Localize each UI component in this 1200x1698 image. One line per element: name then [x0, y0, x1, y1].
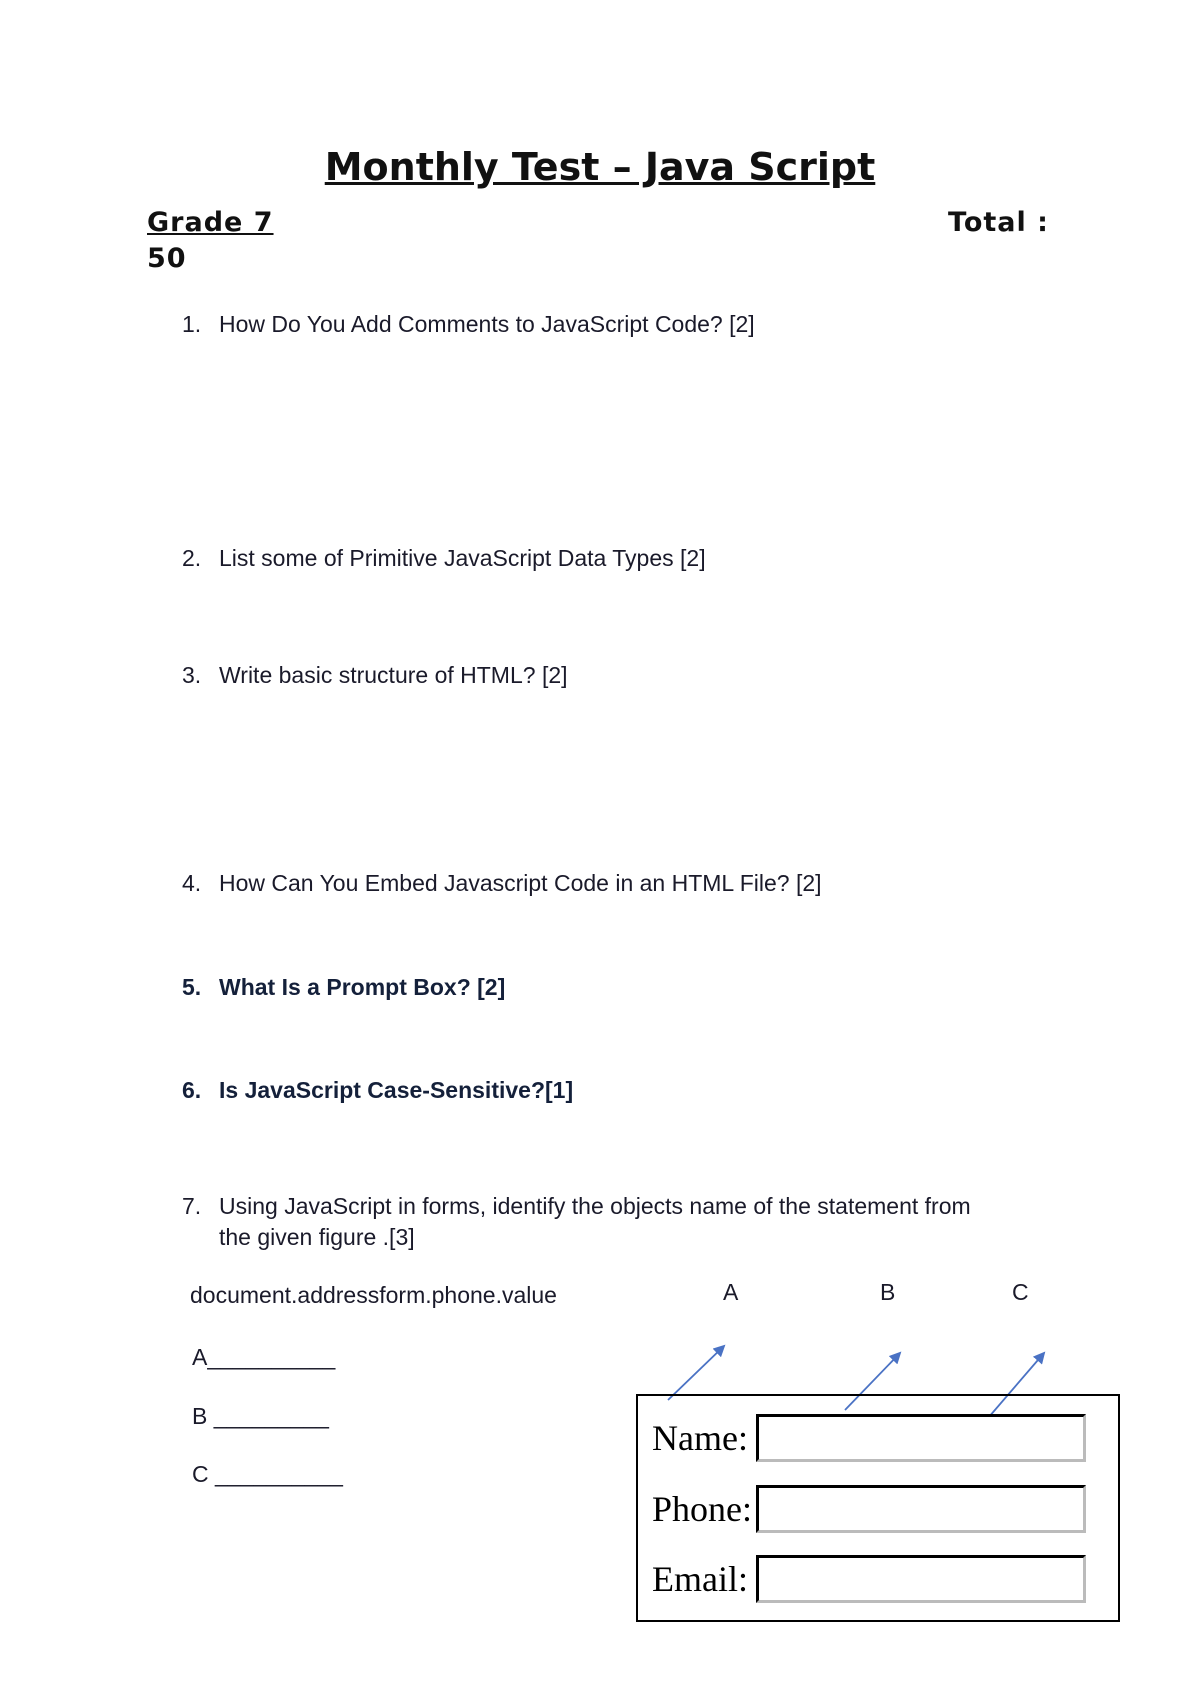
answer-line-b: B _________: [192, 1403, 329, 1429]
email-field: [756, 1555, 1086, 1603]
address-form-figure: [636, 1394, 1120, 1622]
question-text-continued: the given figure .[3]: [219, 1224, 415, 1250]
question-text: How Do You Add Comments to JavaScript Code? [2]: [219, 311, 755, 337]
question-number: 7.: [182, 1193, 202, 1219]
email-label: Email:: [652, 1559, 748, 1599]
total-value: 50: [147, 243, 187, 274]
statement-text: document.addressform.phone.value: [190, 1282, 557, 1308]
total-label: Total :: [948, 207, 1049, 238]
pointer-label-b: B: [880, 1279, 896, 1305]
pointer-label-c: C: [1012, 1279, 1029, 1305]
name-label: Name:: [652, 1418, 748, 1458]
question-text: Using JavaScript in forms, identify the objects name of the statement from: [219, 1193, 971, 1219]
page-title: Monthly Test – Java Script: [324, 145, 876, 189]
question-number: 2.: [182, 545, 202, 571]
question-number: 4.: [182, 870, 202, 896]
name-field: [756, 1414, 1086, 1462]
question-text: What Is a Prompt Box? [2]: [219, 974, 506, 1000]
phone-field: [756, 1485, 1086, 1533]
question-number: 1.: [182, 311, 202, 337]
grade-label: Grade 7: [147, 207, 274, 238]
question-text: List some of Primitive JavaScript Data Types [2]: [219, 545, 706, 571]
answer-line-c: C __________: [192, 1461, 343, 1487]
pointer-label-a: A: [723, 1279, 739, 1305]
question-number: 6.: [182, 1077, 202, 1103]
question-text: Write basic structure of HTML? [2]: [219, 662, 568, 688]
phone-label: Phone:: [652, 1489, 753, 1529]
arrow-a: [668, 1346, 724, 1400]
question-text: Is JavaScript Case-Sensitive?[1]: [219, 1077, 574, 1103]
answer-line-a: A__________: [192, 1344, 336, 1370]
question-text: How Can You Embed Javascript Code in an HTML File? [2]: [219, 870, 822, 896]
question-number: 5.: [182, 974, 202, 1000]
question-number: 3.: [182, 662, 202, 688]
